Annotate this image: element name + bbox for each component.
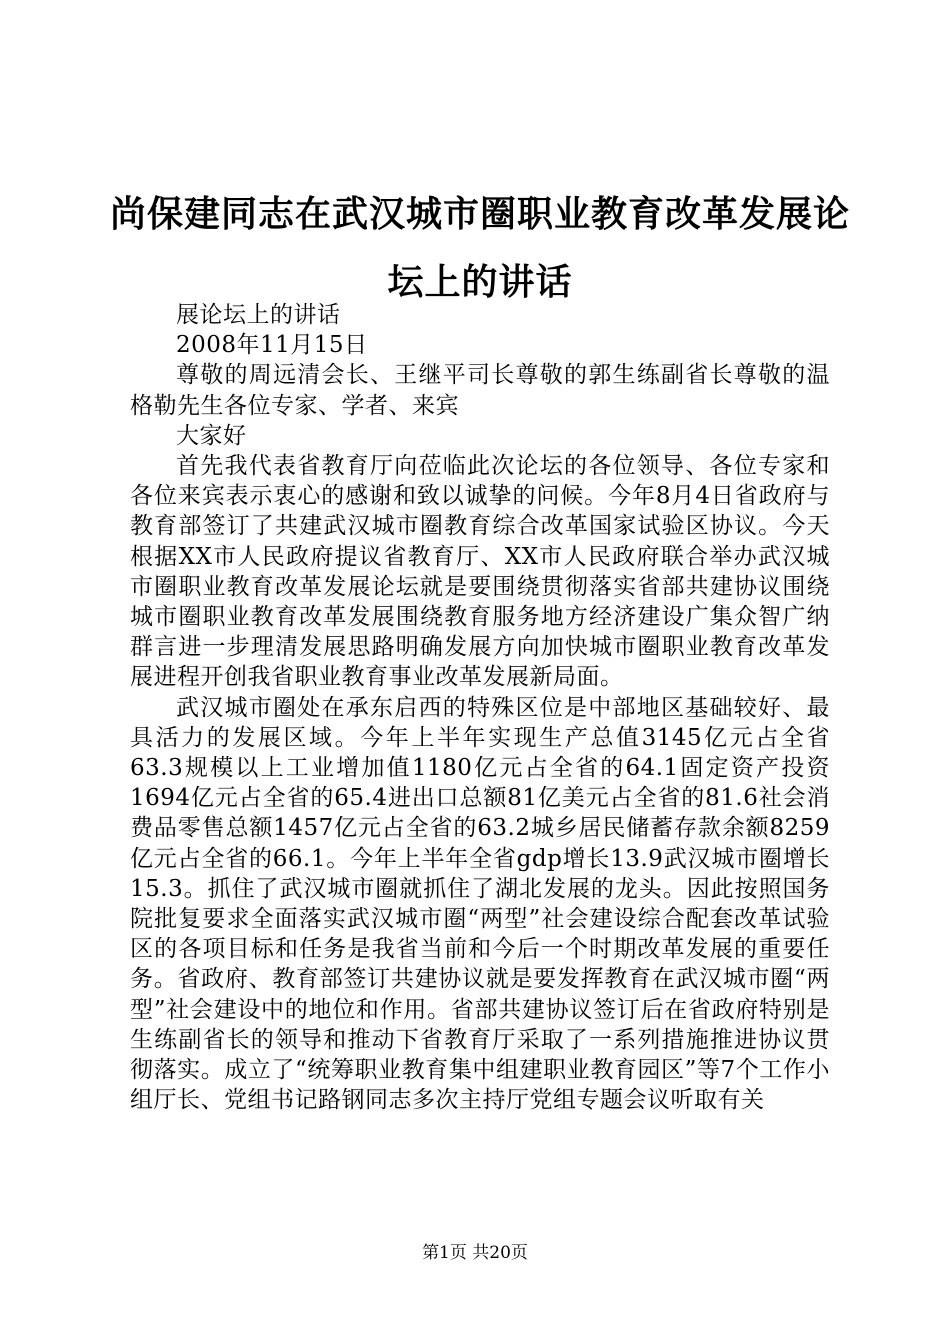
document-body: [130, 300, 830, 1115]
page-footer: 第1页 共20页: [422, 1243, 528, 1263]
document-title: 尚保建同志在武汉城市圈职业教育改革发展论坛上的讲话: [109, 193, 850, 303]
greeting-paragraph: 大家好: [176, 422, 247, 449]
salutation-paragraph: 尊敬的周远清会长、王继平司长尊敬的郭生练副省长尊敬的温格勒先生各位专家、学者、来宾: [130, 362, 830, 419]
body-paragraph: 武汉城市圈处在承东启西的特殊区位是中部地区基础较好、最具活力的发展区域。今年上半年实现生产总值3145亿元占全省63.3规模以上工业增加值1180亿元占全省的64.1固定资产投资1694亿元占全省的65.4进出口总额81亿美元占全省的81.6社会消费品零售总额1457亿元占全省的63.2城乡居民储蓄存款余额8259亿元占全省的66.1。今年上半年全省gdp增长13.9武汉城市圈增长15.3。抓住了武汉城市圈就抓住了湖北发展的龙头。因此按照国务院批复要求全面落实武汉城市圈“两型”社会建设综合配套改革试验区的各项目标和任务是我省当前和今后一个时期改革发展的重要任务。省政府、教育部签订共建协议就是要发挥教育在武汉城市圈“两型”社会建设中的地位和作用。省部共建协议签订后在省政府特别是生练副省长的领导和推动下省教育厅采取了一系列措施推进协议贯彻落实。成立了“统筹职业教育集中组建职业教育园区”等7个工作小组厅长、党组书记路钢同志多次主持厅党组专题会议听取有关: [130, 694, 830, 1114]
body-paragraph: 首先我代表省教育厅向莅临此次论坛的各位领导、各位专家和各位来宾表示衷心的感谢和致以诚挚的问候。今年8月4日省政府与教育部签订了共建武汉城市圈教育综合改革国家试验区协议。今天根据XX市人民政府提议省教育厅、XX市人民政府联合举办武汉城市圈职业教育改革发展论坛就是要围绕贯彻落实省部共建协议围绕城市圈职业教育改革发展围绕教育服务地方经济建设广集众智广纳群言进一步理清发展思路明确发展方向加快城市圈职业教育改革发展进程开创我省职业教育事业改革发展新局面。: [130, 453, 830, 691]
subtitle-line: 展论坛上的讲话: [176, 302, 341, 328]
date-line: 2008年11月15日: [176, 332, 368, 359]
